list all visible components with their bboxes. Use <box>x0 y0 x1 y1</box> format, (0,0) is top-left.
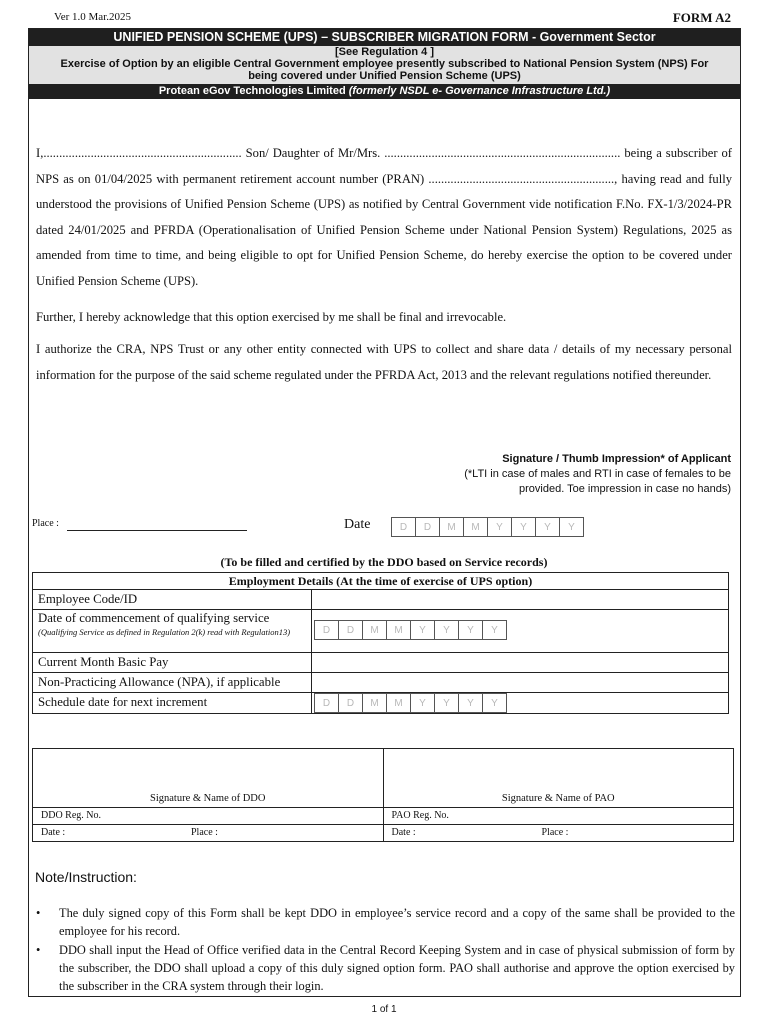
date-box[interactable]: D <box>314 620 339 640</box>
applicant-signature-label: Signature / Thumb Impression* of Applicant <box>502 453 731 465</box>
table-row <box>33 693 729 714</box>
certification-table <box>32 748 734 842</box>
date-box[interactable]: D <box>338 693 363 713</box>
notes-title: Note/Instruction: <box>35 869 137 885</box>
ddo-signature-box[interactable]: Signature & Name of DDO <box>33 749 384 808</box>
employee-code-label: Employee Code/ID <box>33 590 312 610</box>
impression-note-line2: provided. Toe impression in case no hands) <box>519 483 731 495</box>
employee-code-field[interactable] <box>312 590 729 610</box>
place-label: Place : <box>32 518 59 529</box>
ddo-certification-note: (To be filled and certified by the DDO based on Service records) <box>220 555 548 569</box>
date-box[interactable]: M <box>439 517 464 537</box>
pao-reg-no[interactable]: PAO Reg. No. <box>383 808 734 825</box>
list-item: • The duly signed copy of this Form shall be kept DDO in employee’s service record and a copy of the same shall be provided to the employee for his record. <box>36 904 735 941</box>
date-box[interactable]: Y <box>410 620 435 640</box>
date-box[interactable]: Y <box>511 517 536 537</box>
date-box[interactable]: Y <box>559 517 584 537</box>
next-increment-date-boxes[interactable] <box>315 693 728 713</box>
notes-list <box>36 904 735 995</box>
basic-pay-label: Current Month Basic Pay <box>33 653 312 673</box>
date-box[interactable]: D <box>338 620 363 640</box>
date-box[interactable]: M <box>362 620 387 640</box>
pao-date-place[interactable] <box>383 825 734 842</box>
acknowledgement-paragraph: Further, I hereby acknowledge that this option exercised by me shall be final and irrevocable. <box>36 310 507 324</box>
date-box[interactable]: Y <box>410 693 435 713</box>
table-row <box>33 653 729 673</box>
form-subheader <box>29 46 740 84</box>
list-item: • DDO shall input the Head of Office verified data in the Central Record Keeping System and in case of physical submission of form by the subscriber, the DDO shall upload a copy of this duly signed option form. PAO shall authorise and approve the option exercised by the subscriber in the CRA system through their login. <box>36 941 735 996</box>
date-box[interactable]: M <box>386 693 411 713</box>
date-box[interactable]: Y <box>482 693 507 713</box>
qualifying-service-subtext: (Qualifying Service as defined in Regulation 2(k) read with Regulation13) <box>38 627 291 637</box>
date-box[interactable]: Y <box>535 517 560 537</box>
next-increment-label: Schedule date for next increment <box>33 693 312 714</box>
table-row <box>33 590 729 610</box>
qualifying-service-label <box>33 610 312 653</box>
qualifying-service-text: Date of commencement of qualifying service <box>38 611 270 625</box>
qualifying-service-date-field[interactable] <box>312 610 729 653</box>
form-version: Ver 1.0 Mar.2025 <box>54 11 131 23</box>
page-number: 1 of 1 <box>371 1004 397 1015</box>
qualifying-service-date-boxes[interactable] <box>315 620 728 640</box>
ddo-place-label: Place : <box>191 827 218 838</box>
organisation-name: Protean eGov Technologies Limited <box>158 85 346 97</box>
impression-note-line1: (*LTI in case of males and RTI in case of females to be <box>464 468 731 480</box>
date-box[interactable]: Y <box>434 693 459 713</box>
employment-details-table <box>32 572 729 714</box>
ddo-reg-no[interactable]: DDO Reg. No. <box>33 808 384 825</box>
declaration-paragraph: I,............................................................... Son/ Daughter of Mr/Mrs. ........................................................................... being a subscriber of NPS as on 01/04/2025 with permanent retirement account number (PRAN) ..........................................................., having read and fully understood the provisions of Unified Pension Scheme (UPS) as notified by Central Government vide notification F.No. FX-1/3/2024-PR dated 24/01/2025 and PFRDA (Operationalisation of Unified Pension Scheme under National Pension System) Regulations, 2025 as amended from time to time, and being eligible to opt for Unified Pension Scheme, do hereby exercise the option to be covered under Unified Pension Scheme (UPS). <box>36 146 732 288</box>
form-subtitle: Exercise of Option by an eligible Central Government employee presently subscribed to National Pension System (NPS) For being covered under Unified Pension Scheme (UPS) <box>60 58 709 82</box>
date-box[interactable]: M <box>386 620 411 640</box>
date-box[interactable]: M <box>463 517 488 537</box>
npa-field[interactable] <box>312 673 729 693</box>
pao-place-label: Place : <box>541 827 569 838</box>
organisation-former-name: (formerly NSDL e- Governance Infrastructure Ltd.) <box>348 85 611 97</box>
ddo-date-label: Date : <box>41 827 66 838</box>
authorization-paragraph: I authorize the CRA, NPS Trust or any other entity connected with UPS to collect and share data / details of my necessary personal information for the purpose of the said scheme regulated under the PFRDA Act, 2013 and the relevant regulations notified thereunder. <box>36 342 732 382</box>
npa-label: Non-Practicing Allowance (NPA), if applicable <box>33 673 312 693</box>
pao-date-label: Date : <box>391 827 416 838</box>
table-row <box>33 673 729 693</box>
employment-details-title: Employment Details (At the time of exercise of UPS option) <box>33 573 729 590</box>
date-label: Date <box>344 517 371 532</box>
date-box[interactable]: Y <box>482 620 507 640</box>
regulation-reference: [See Regulation 4 ] <box>334 46 435 58</box>
date-box[interactable]: Y <box>458 620 483 640</box>
next-increment-date-field[interactable] <box>312 693 729 714</box>
pao-signature-box[interactable]: Signature & Name of PAO <box>383 749 734 808</box>
basic-pay-field[interactable] <box>312 653 729 673</box>
date-box[interactable]: Y <box>458 693 483 713</box>
date-box[interactable]: D <box>391 517 416 537</box>
place-input-line[interactable] <box>67 530 247 531</box>
date-boxes[interactable] <box>392 517 584 537</box>
form-title: UNIFIED PENSION SCHEME (UPS) – SUBSCRIBER MIGRATION FORM - Government Sector <box>29 29 740 46</box>
date-box[interactable]: D <box>314 693 339 713</box>
applicant-signature-block <box>431 452 731 497</box>
form-code: FORM A2 <box>672 10 731 25</box>
date-box[interactable]: Y <box>487 517 512 537</box>
table-row <box>33 610 729 653</box>
date-box[interactable]: D <box>415 517 440 537</box>
ddo-date-place[interactable] <box>33 825 384 842</box>
organisation-banner <box>29 84 740 99</box>
date-box[interactable]: M <box>362 693 387 713</box>
date-box[interactable]: Y <box>434 620 459 640</box>
